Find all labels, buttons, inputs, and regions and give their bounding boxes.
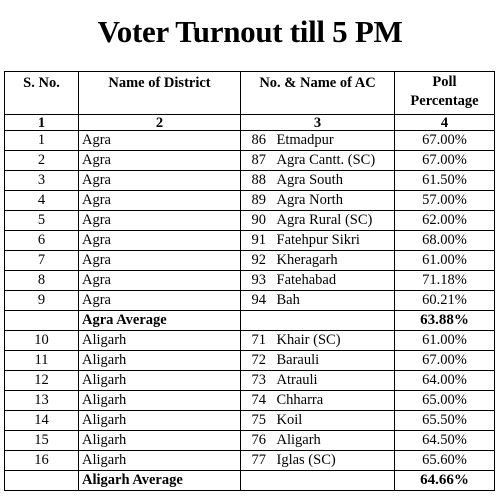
sno-cell: 10 xyxy=(5,331,79,351)
poll-percentage-cell: 62.00% xyxy=(395,211,495,231)
table-row xyxy=(5,271,495,291)
sno-cell: 3 xyxy=(5,171,79,191)
header-poll-line2: Percentage xyxy=(410,93,479,109)
poll-percentage-cell: 60.21% xyxy=(395,291,495,311)
poll-percentage-cell: 65.00% xyxy=(395,391,495,411)
table-row xyxy=(5,431,495,451)
page-title: Voter Turnout till 5 PM xyxy=(97,14,403,49)
ac-name-cell: Atrauli xyxy=(274,371,395,391)
ac-name-cell: Kheragarh xyxy=(274,251,395,271)
column-number: 3 xyxy=(241,115,395,131)
sno-cell: 13 xyxy=(5,391,79,411)
sno-cell: 8 xyxy=(5,271,79,291)
poll-percentage-cell: 64.50% xyxy=(395,431,495,451)
header-ac: No. & Name of AC xyxy=(241,72,395,115)
district-cell: Aligarh xyxy=(79,411,241,431)
table-row xyxy=(5,131,495,151)
column-number: 2 xyxy=(79,115,241,131)
district-cell: Agra xyxy=(79,291,241,311)
column-number: 1 xyxy=(5,115,79,131)
header-poll-line1: Poll xyxy=(432,74,457,90)
poll-percentage-cell: 64.00% xyxy=(395,371,495,391)
ac-name-cell: Fatehabad xyxy=(274,271,395,291)
average-percentage: 64.66% xyxy=(395,471,495,491)
district-cell: Agra xyxy=(79,251,241,271)
district-cell: Agra xyxy=(79,131,241,151)
ac-name-cell: Fatehpur Sikri xyxy=(274,231,395,251)
sno-cell: 4 xyxy=(5,191,79,211)
table-row xyxy=(5,391,495,411)
sno-cell: 2 xyxy=(5,151,79,171)
sno-cell: 5 xyxy=(5,211,79,231)
district-cell: Agra xyxy=(79,151,241,171)
sno-cell: 15 xyxy=(5,431,79,451)
turnout-table xyxy=(4,71,495,491)
poll-percentage-cell: 61.00% xyxy=(395,251,495,271)
poll-percentage-cell: 65.50% xyxy=(395,411,495,431)
district-cell: Agra xyxy=(79,231,241,251)
ac-number-cell: 87 xyxy=(241,151,274,171)
agra-average-row xyxy=(5,311,495,331)
aligarh-rows xyxy=(5,331,495,471)
ac-name-cell: Etmadpur xyxy=(274,131,395,151)
column-number: 4 xyxy=(395,115,495,131)
sno-cell: 14 xyxy=(5,411,79,431)
ac-number-cell: 72 xyxy=(241,351,274,371)
district-cell: Aligarh xyxy=(79,451,241,471)
ac-number-cell: 88 xyxy=(241,171,274,191)
header-district: Name of District xyxy=(79,72,241,115)
empty-cell xyxy=(5,311,79,331)
empty-cell xyxy=(241,311,395,331)
table-row xyxy=(5,151,495,171)
ac-name-cell: Khair (SC) xyxy=(274,331,395,351)
table-row xyxy=(5,351,495,371)
district-cell: Aligarh xyxy=(79,391,241,411)
agra-rows xyxy=(5,131,495,311)
poll-percentage-cell: 57.00% xyxy=(395,191,495,211)
ac-number-cell: 77 xyxy=(241,451,274,471)
average-label: Aligarh Average xyxy=(79,471,241,491)
ac-number-cell: 74 xyxy=(241,391,274,411)
ac-number-cell: 86 xyxy=(241,131,274,151)
poll-percentage-cell: 67.00% xyxy=(395,131,495,151)
ac-name-cell: Koil xyxy=(274,411,395,431)
average-percentage: 63.88% xyxy=(395,311,495,331)
poll-percentage-cell: 61.50% xyxy=(395,171,495,191)
header-row xyxy=(5,72,495,115)
ac-name-cell: Agra Cantt. (SC) xyxy=(274,151,395,171)
district-cell: Aligarh xyxy=(79,331,241,351)
poll-percentage-cell: 71.18% xyxy=(395,271,495,291)
ac-number-cell: 75 xyxy=(241,411,274,431)
ac-name-cell: Agra North xyxy=(274,191,395,211)
sno-cell: 7 xyxy=(5,251,79,271)
table-row xyxy=(5,191,495,211)
empty-cell xyxy=(5,471,79,491)
sno-cell: 6 xyxy=(5,231,79,251)
table-row xyxy=(5,211,495,231)
table-row xyxy=(5,411,495,431)
ac-name-cell: Agra South xyxy=(274,171,395,191)
district-cell: Agra xyxy=(79,211,241,231)
ac-number-cell: 92 xyxy=(241,251,274,271)
ac-number-cell: 91 xyxy=(241,231,274,251)
header-poll-percentage xyxy=(395,72,495,115)
district-cell: Agra xyxy=(79,191,241,211)
table-row xyxy=(5,371,495,391)
ac-number-cell: 89 xyxy=(241,191,274,211)
district-cell: Aligarh xyxy=(79,351,241,371)
ac-name-cell: Bah xyxy=(274,291,395,311)
ac-number-cell: 93 xyxy=(241,271,274,291)
empty-cell xyxy=(241,471,395,491)
ac-number-cell: 90 xyxy=(241,211,274,231)
district-cell: Agra xyxy=(79,171,241,191)
district-cell: Aligarh xyxy=(79,371,241,391)
table-row xyxy=(5,231,495,251)
sno-cell: 1 xyxy=(5,131,79,151)
ac-name-cell: Chharra xyxy=(274,391,395,411)
table-row xyxy=(5,171,495,191)
poll-percentage-cell: 61.00% xyxy=(395,331,495,351)
sno-cell: 16 xyxy=(5,451,79,471)
table-row xyxy=(5,251,495,271)
sno-cell: 12 xyxy=(5,371,79,391)
table-row xyxy=(5,291,495,311)
table-row xyxy=(5,451,495,471)
ac-number-cell: 94 xyxy=(241,291,274,311)
poll-percentage-cell: 67.00% xyxy=(395,351,495,371)
aligarh-average-row xyxy=(5,471,495,491)
table-row xyxy=(5,331,495,351)
header-sno: S. No. xyxy=(5,72,79,115)
poll-percentage-cell: 67.00% xyxy=(395,151,495,171)
ac-number-cell: 71 xyxy=(241,331,274,351)
district-cell: Agra xyxy=(79,271,241,291)
sno-cell: 11 xyxy=(5,351,79,371)
ac-name-cell: Agra Rural (SC) xyxy=(274,211,395,231)
ac-number-cell: 73 xyxy=(241,371,274,391)
average-label: Agra Average xyxy=(79,311,241,331)
ac-name-cell: Aligarh xyxy=(274,431,395,451)
sno-cell: 9 xyxy=(5,291,79,311)
column-number-row xyxy=(5,115,495,131)
district-cell: Aligarh xyxy=(79,431,241,451)
ac-number-cell: 76 xyxy=(241,431,274,451)
ac-name-cell: Barauli xyxy=(274,351,395,371)
ac-name-cell: Iglas (SC) xyxy=(274,451,395,471)
poll-percentage-cell: 68.00% xyxy=(395,231,495,251)
poll-percentage-cell: 65.60% xyxy=(395,451,495,471)
